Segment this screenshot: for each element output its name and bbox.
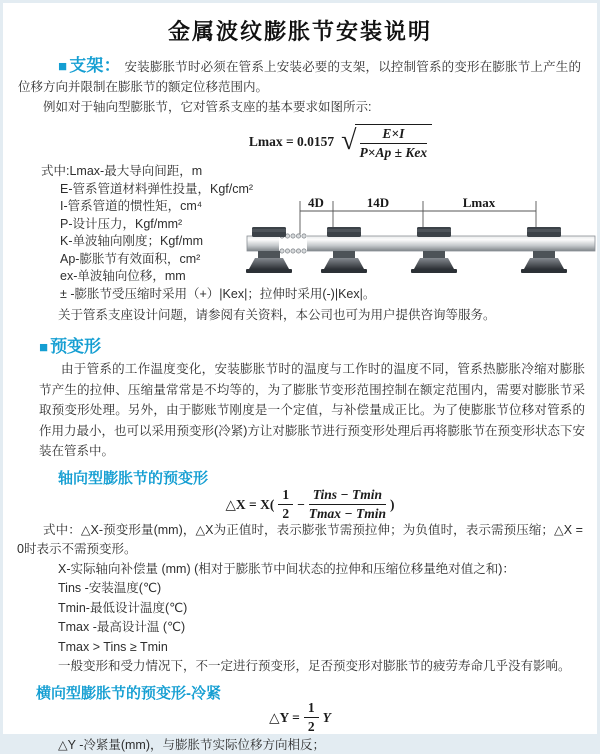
definition-item: I-管系管道的惯性矩，cm⁴ — [60, 199, 203, 213]
axial-subsection-heading: 轴向型膨胀节的预变形 — [58, 469, 209, 487]
formula-dx-temp-den: Tmax − Tmin — [308, 506, 386, 521]
lateral-subsection-heading: 横向型膨胀节的预变形-冷紧 — [36, 684, 221, 702]
pipe-support-diagram — [243, 193, 599, 293]
preform-section-heading — [39, 332, 597, 357]
definition-item: ± -膨胀节受压缩时采用（+）|Kex|；拉伸时采用(-)|Kex|。 — [60, 286, 376, 301]
support-section-heading — [58, 56, 121, 75]
formula-dy-num: 1 — [304, 700, 319, 718]
formula-lmax — [3, 123, 597, 161]
dim-label-4d: 4D — [308, 195, 324, 210]
section-square-icon: ■ — [58, 58, 68, 75]
definition-item: Ap-膨胀节有效面积，cm² — [60, 251, 201, 266]
axial-explain-paragraph: 式中：△X-预变形量(mm)，△X为正值时，表示膨张节需预拉伸；为负值时，表示需预压缩；△X = 0时表示不需预变形。 — [17, 522, 583, 556]
support-heading-label: 支架： — [69, 56, 121, 75]
formula-lmax-denominator: P×Ap ± Kex — [359, 144, 428, 160]
formula-delta-x — [3, 489, 597, 521]
formula-lmax-lhs: Lmax = 0.0157 — [248, 134, 335, 149]
axial-note: 一般变形和受力情况下，不一定进行预变形，足否预变形对膨胀节的疲劳寿命几乎没有影响。 — [58, 659, 571, 673]
formula-dy-den: 2 — [307, 719, 315, 734]
support-intro-text: 安装膨胀节时必须在管系上安装必要的支架，以控制管系的变形在膨胀节上产生的位移方向并限制在膨胀节的额定位移范围内。 — [18, 60, 581, 94]
support-example-line: 例如对于轴向型膨胀节，它对管系支座的基本要求如图所示: — [43, 100, 372, 114]
definition-item: K-单波轴向刚度；Kgf/mm — [60, 234, 204, 248]
axial-definition-item: X-实际轴向补偿量 (mm) (相对于膨胀节中间状态的拉伸和压缩位移量绝对值之和)： — [58, 561, 515, 576]
lateral-note: △Y -冷紧量(mm)，与膨胀节实际位移方向相反； — [58, 737, 326, 752]
page-title: 金属波纹膨胀节安装说明 — [167, 19, 432, 44]
support-intro-paragraph — [18, 56, 581, 97]
formula-dy-lhs: △Y = — [269, 709, 300, 725]
consult-note: 关于管系支座设计问题，请参阅有关资料，本公司也可为用户提供咨询等服务。 — [58, 308, 496, 322]
preform-heading-label: 预变形 — [50, 337, 102, 356]
preform-paragraph: 由于管系的工作温度变化，安装膨胀节时的温度与工作时的温度不同，管系热膨胀冷缩对膨胀节产生的拉伸、压缩量常常是不均等的，为了膨胀节变形范围控制在额定范围内，需要对膨胀节采取预变形处理。另外，由于膨账节刚度是一个定值，与补偿量成正比。为了使膨胀节位移对管系的作用力最小，也可以采用预变形(冷紧)方让对膨胀节进行预变形处理后再将膨胀节在预变形状态下安装在管系中。 — [39, 362, 585, 458]
formula-dx-half-num: 1 — [278, 487, 293, 505]
dim-label-lmax: Lmax — [462, 195, 496, 210]
definition-item: P-设计压力，Kgf/mm² — [60, 216, 183, 231]
formula-dx-rhs: ) — [389, 496, 395, 512]
axial-definition-item: Tmin-最低设计温度(℃) — [58, 600, 188, 615]
axial-definition-item: Tmax > Tins ≥ Tmin — [58, 639, 168, 654]
axial-definition-item: Tins -安装温度(℃) — [58, 581, 162, 595]
axial-definition-item: Tmax -最高设计温 (℃) — [58, 620, 186, 634]
formula-dx-minus: − — [297, 496, 305, 512]
sqrt-radical-icon: √ — [341, 125, 357, 156]
dim-label-14d: 14D — [366, 195, 390, 210]
formula-dx-half-den: 2 — [282, 506, 290, 521]
definition-item: ex-单波轴向位移，mm — [60, 269, 186, 283]
definition-item: E-管系管道材料弹性投量，Kgf/cm² — [60, 181, 254, 196]
section-square-icon: ■ — [39, 339, 49, 356]
formula-dx-lhs: △X = X( — [225, 496, 275, 512]
formula-delta-y — [3, 700, 597, 734]
formula-dy-rhs: Y — [322, 709, 331, 725]
where-line: 式中:Lmax-最大导向间距，m — [41, 164, 203, 178]
formula-lmax-radicand — [355, 124, 433, 160]
formula-lmax-numerator: E×I — [360, 126, 428, 144]
document-page — [3, 3, 597, 752]
formula-dx-temp-num: Tins − Tmin — [309, 487, 386, 505]
